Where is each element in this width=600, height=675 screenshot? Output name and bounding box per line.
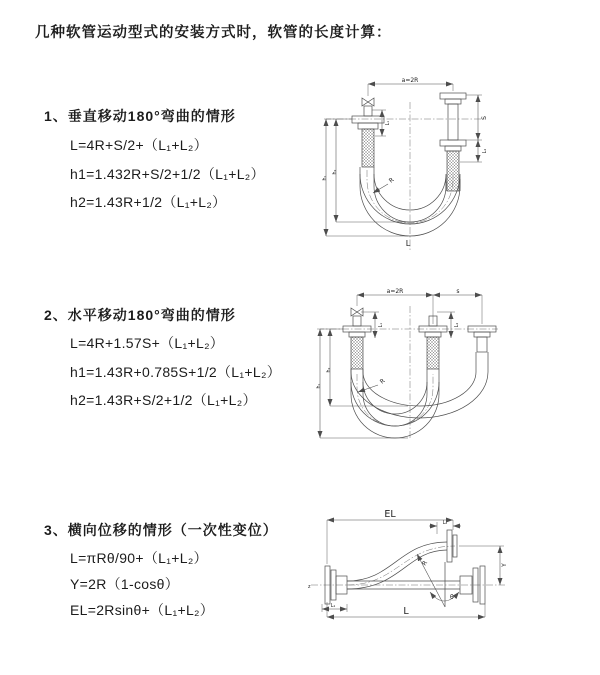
dim-label-h1: h₁ bbox=[317, 383, 322, 389]
dim-label-l1: L₁ bbox=[330, 604, 336, 609]
section-1-heading: 1、垂直移动180°弯曲的情形 bbox=[44, 108, 236, 124]
section-2-heading: 2、水平移动180°弯曲的情形 bbox=[44, 307, 236, 323]
theta-label: θ bbox=[450, 594, 454, 601]
hose-s-curve-displaced bbox=[347, 530, 457, 589]
dim-label-s: S bbox=[481, 116, 488, 120]
diagram-vertical-180-bend bbox=[318, 74, 493, 256]
radius-label: R bbox=[420, 559, 430, 568]
section-1-formula-h2: h2=1.43R+1/2（L₁+L₂） bbox=[70, 194, 227, 210]
section-3-formula-L: L=πRθ/90+（L₁+L₂） bbox=[70, 550, 208, 566]
dim-label-l2: L₂ bbox=[483, 148, 488, 154]
section-2-formula-h1: h1=1.43R+0.785S+1/2（L₁+L₂） bbox=[70, 364, 281, 380]
right-pipe-displaced bbox=[468, 326, 496, 352]
diagram-lateral-displacement bbox=[303, 504, 595, 642]
section-1-formula-L: L=4R+S/2+（L₁+L₂） bbox=[70, 137, 208, 153]
dim-label-l2: L₂ bbox=[455, 322, 460, 328]
dim-label-s: s bbox=[456, 288, 460, 295]
left-pipe bbox=[343, 316, 371, 369]
dim-label-l1: L₁ bbox=[379, 322, 384, 328]
dim-label-a2r: a=2R bbox=[401, 77, 419, 84]
section-2-formula-h2: h2=1.43R+S/2+1/2（L₁+L₂） bbox=[70, 392, 257, 408]
diagram-horizontal-180-bend bbox=[312, 282, 502, 445]
dimensions bbox=[322, 520, 504, 617]
dim-label-h1: h₁ bbox=[323, 175, 328, 181]
dim-label-l: L bbox=[403, 606, 409, 617]
dim-label-h2: h₂ bbox=[327, 367, 332, 373]
left-pipe bbox=[352, 106, 384, 167]
datum-z-label: z bbox=[308, 585, 311, 590]
dim-label-el: EL bbox=[384, 509, 396, 520]
dim-label-y: Y bbox=[501, 563, 508, 567]
section-3-formula-EL: EL=2Rsinθ+（L₁+L₂） bbox=[70, 602, 215, 618]
centerlines bbox=[324, 102, 486, 252]
page-title: 几种软管运动型式的安装方式时，软管的长度计算： bbox=[35, 25, 392, 41]
section-3-heading: 3、横向位移的情形（一次性变位） bbox=[44, 522, 278, 538]
hose-u-bends bbox=[351, 352, 488, 438]
dim-label-l2: L₂ bbox=[442, 521, 448, 526]
length-label: L bbox=[405, 239, 411, 248]
section-1-formula-h1: h1=1.432R+S/2+1/2（L₁+L₂） bbox=[70, 166, 265, 182]
dim-label-l1: L₁ bbox=[386, 120, 391, 126]
dim-label-a2r: a=2R bbox=[386, 288, 404, 295]
dim-label-h2: h₂ bbox=[333, 169, 338, 175]
radius-label: R bbox=[387, 176, 396, 185]
section-3-formula-Y: Y=2R（1-cosθ） bbox=[70, 576, 180, 592]
radius-label: R bbox=[378, 377, 387, 386]
valve-icon bbox=[362, 98, 374, 106]
section-2-formula-L: L=4R+1.57S+（L₁+L₂） bbox=[70, 335, 225, 351]
right-pipe bbox=[440, 93, 466, 191]
